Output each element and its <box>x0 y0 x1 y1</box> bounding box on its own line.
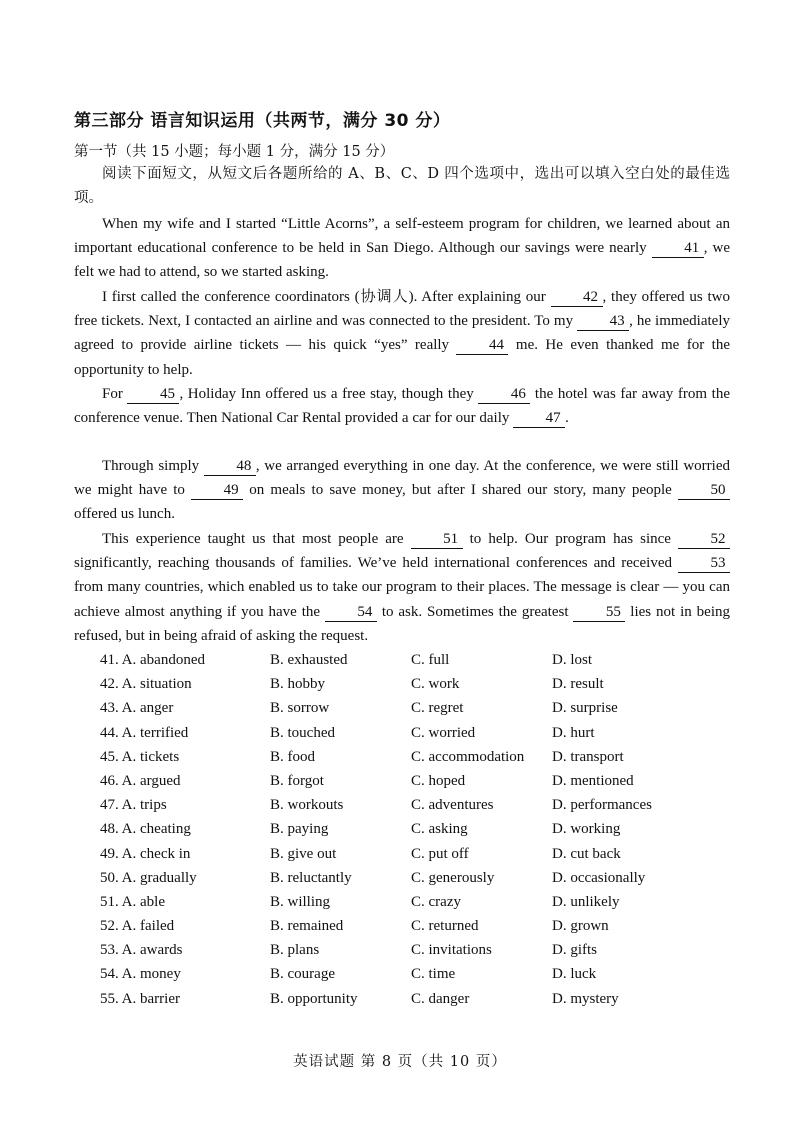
option-row-48 <box>100 817 740 841</box>
passage-text: When my wife and I started “Little Acorns”, a self-esteem program for children, we learned about an important educational conference to be held in San Diego. Although our savings were nearly <box>74 216 730 257</box>
paragraph-5 <box>74 527 730 648</box>
option-c: C. generously <box>411 869 495 886</box>
blank-49: 49 <box>191 481 243 500</box>
option-b: B. courage <box>270 966 335 983</box>
passage-text: , we arranged everything in one day. At the conference, we were still worried we might have to <box>74 458 730 499</box>
option-d: D. performances <box>552 797 652 814</box>
option-c: C. regret <box>411 700 464 717</box>
option-d: D. lost <box>552 652 593 668</box>
option-d: D. result <box>552 676 604 693</box>
option-b: B. willing <box>270 893 331 910</box>
option-row-55 <box>100 987 740 1011</box>
option-a: 52. A. failed <box>100 918 175 935</box>
option-a: 42. A. situation <box>100 676 192 693</box>
passage-text: offered us lunch. <box>74 506 175 523</box>
option-d: D. luck <box>552 966 597 983</box>
passage-text: significantly, reaching thousands of families. We’ve held international conferences and received <box>74 555 678 572</box>
blank-41: 41 <box>652 239 704 258</box>
passage-text: . <box>565 410 569 427</box>
option-row-47 <box>100 793 740 817</box>
option-a: 45. A. tickets <box>100 748 180 765</box>
answer-options <box>100 648 740 1011</box>
option-row-44 <box>100 721 740 745</box>
blank-43: 43 <box>577 312 629 331</box>
option-row-54 <box>100 962 740 986</box>
option-b: B. opportunity <box>270 990 358 1007</box>
option-c: C. returned <box>411 918 479 935</box>
passage-text: to ask. Sometimes the greatest <box>376 603 574 620</box>
option-d: D. cut back <box>552 845 621 862</box>
passage-text: the hotel was far away from the conference venue. Then National Car Rental provided a car for our daily <box>74 386 730 427</box>
passage-text: For <box>102 386 128 402</box>
blank-48: 48 <box>204 457 256 476</box>
option-c: C. work <box>411 676 460 693</box>
option-row-45 <box>100 745 740 769</box>
option-a: 44. A. terrified <box>100 724 189 741</box>
option-a: 53. A. awards <box>100 942 183 959</box>
passage-text: I first called the conference coordinators (协调人). After explaining our <box>102 289 551 305</box>
option-a: 47. A. trips <box>100 797 167 814</box>
blank-46: 46 <box>478 385 530 404</box>
paragraph-3 <box>74 382 730 430</box>
passage-text: to help. Our program has since <box>462 531 678 547</box>
option-c: C. danger <box>411 990 470 1007</box>
option-b: B. touched <box>270 724 335 741</box>
section-title: 第三部分 语言知识运用（共两节，满分 30 分） <box>74 111 451 131</box>
option-c: C. invitations <box>411 942 492 959</box>
option-c: C. hoped <box>411 772 466 789</box>
option-a: 48. A. cheating <box>100 821 191 838</box>
option-a: 51. A. able <box>100 893 165 910</box>
option-row-50 <box>100 866 740 890</box>
option-a: 54. A. money <box>100 966 181 983</box>
blank-54: 54 <box>325 603 377 622</box>
option-b: B. remained <box>270 918 344 935</box>
subsection-title: 第一节（共 15 小题；每小题 1 分，满分 15 分） <box>74 144 395 160</box>
blank-47: 47 <box>513 409 565 428</box>
passage-text: Through simply <box>102 458 204 474</box>
option-row-42 <box>100 672 740 696</box>
option-c: C. worried <box>411 724 476 741</box>
blank-53: 53 <box>678 554 730 573</box>
blank-42: 42 <box>551 288 603 307</box>
blank-45: 45 <box>127 385 179 404</box>
blank-50: 50 <box>678 481 730 500</box>
option-a: 43. A. anger <box>100 700 174 717</box>
passage-text: , he immediately agreed to provide airline tickets — his quick “yes” really <box>74 313 730 354</box>
passage-text: This experience taught us that most people are <box>102 531 411 547</box>
option-b: B. give out <box>270 845 337 862</box>
option-d: D. gifts <box>552 942 597 959</box>
option-b: B. exhausted <box>270 652 348 668</box>
passage-text: , we felt we had to attend, so we started asking. <box>74 240 730 281</box>
passage-text: from many countries, which enabled us to take our program to their places. The message is clear — you can achieve almost anything if you have the <box>74 579 730 620</box>
option-c: C. full <box>411 652 450 668</box>
option-a: 50. A. gradually <box>100 869 197 886</box>
option-row-51 <box>100 890 740 914</box>
instructions <box>74 162 730 210</box>
passage-text: me. He even thanked me for the opportunity to help. <box>74 337 730 378</box>
option-d: D. unlikely <box>552 893 620 910</box>
option-row-49 <box>100 842 740 866</box>
option-b: B. reluctantly <box>270 869 352 886</box>
option-a: 46. A. argued <box>100 772 181 789</box>
option-c: C. accommodation <box>411 748 525 765</box>
passage-text: lies not in being refused, but in being afraid of asking the request. <box>74 603 730 644</box>
option-c: C. time <box>411 966 456 983</box>
option-row-41 <box>100 648 740 672</box>
option-d: D. transport <box>552 748 624 765</box>
instructions-text: 阅读下面短文，从短文后各题所给的 A、B、C、D 四个选项中，选出可以填入空白处的最佳选项。 <box>74 166 730 207</box>
page-footer: 英语试题 第 8 页（共 10 页） <box>293 1054 507 1070</box>
option-d: D. mystery <box>552 990 619 1007</box>
option-b: B. hobby <box>270 676 326 693</box>
option-c: C. put off <box>411 845 469 862</box>
blank-44: 44 <box>456 336 508 355</box>
option-b: B. plans <box>270 942 320 959</box>
passage-text: on meals to save money, but after I shared our story, many people <box>243 482 678 499</box>
option-d: D. working <box>552 821 621 838</box>
option-a: 49. A. check in <box>100 845 191 862</box>
option-b: B. food <box>270 748 315 765</box>
option-row-52 <box>100 914 740 938</box>
option-d: D. grown <box>552 918 609 935</box>
option-c: C. asking <box>411 821 468 838</box>
paragraph-1 <box>74 212 730 285</box>
option-row-46 <box>100 769 740 793</box>
option-c: C. adventures <box>411 797 494 814</box>
option-b: B. paying <box>270 821 329 838</box>
blank-55: 55 <box>573 603 625 622</box>
option-d: D. mentioned <box>552 772 634 789</box>
option-row-53 <box>100 938 740 962</box>
passage-text: , Holiday Inn offered us a free stay, though they <box>179 386 479 402</box>
option-d: D. hurt <box>552 724 595 741</box>
option-row-43 <box>100 696 740 720</box>
blank-52: 52 <box>678 530 730 549</box>
paragraph-2 <box>74 285 730 382</box>
option-d: D. surprise <box>552 700 618 717</box>
option-a: 41. A. abandoned <box>100 652 205 668</box>
option-d: D. occasionally <box>552 869 646 886</box>
option-b: B. workouts <box>270 797 344 814</box>
option-a: 55. A. barrier <box>100 990 180 1007</box>
option-b: B. sorrow <box>270 700 330 717</box>
passage-text: , they offered us two free tickets. Next, I contacted an airline and was connected to the president. To my <box>74 289 731 330</box>
option-b: B. forgot <box>270 772 324 789</box>
option-c: C. crazy <box>411 893 461 910</box>
paragraph-4 <box>74 454 730 527</box>
blank-51: 51 <box>411 530 463 549</box>
